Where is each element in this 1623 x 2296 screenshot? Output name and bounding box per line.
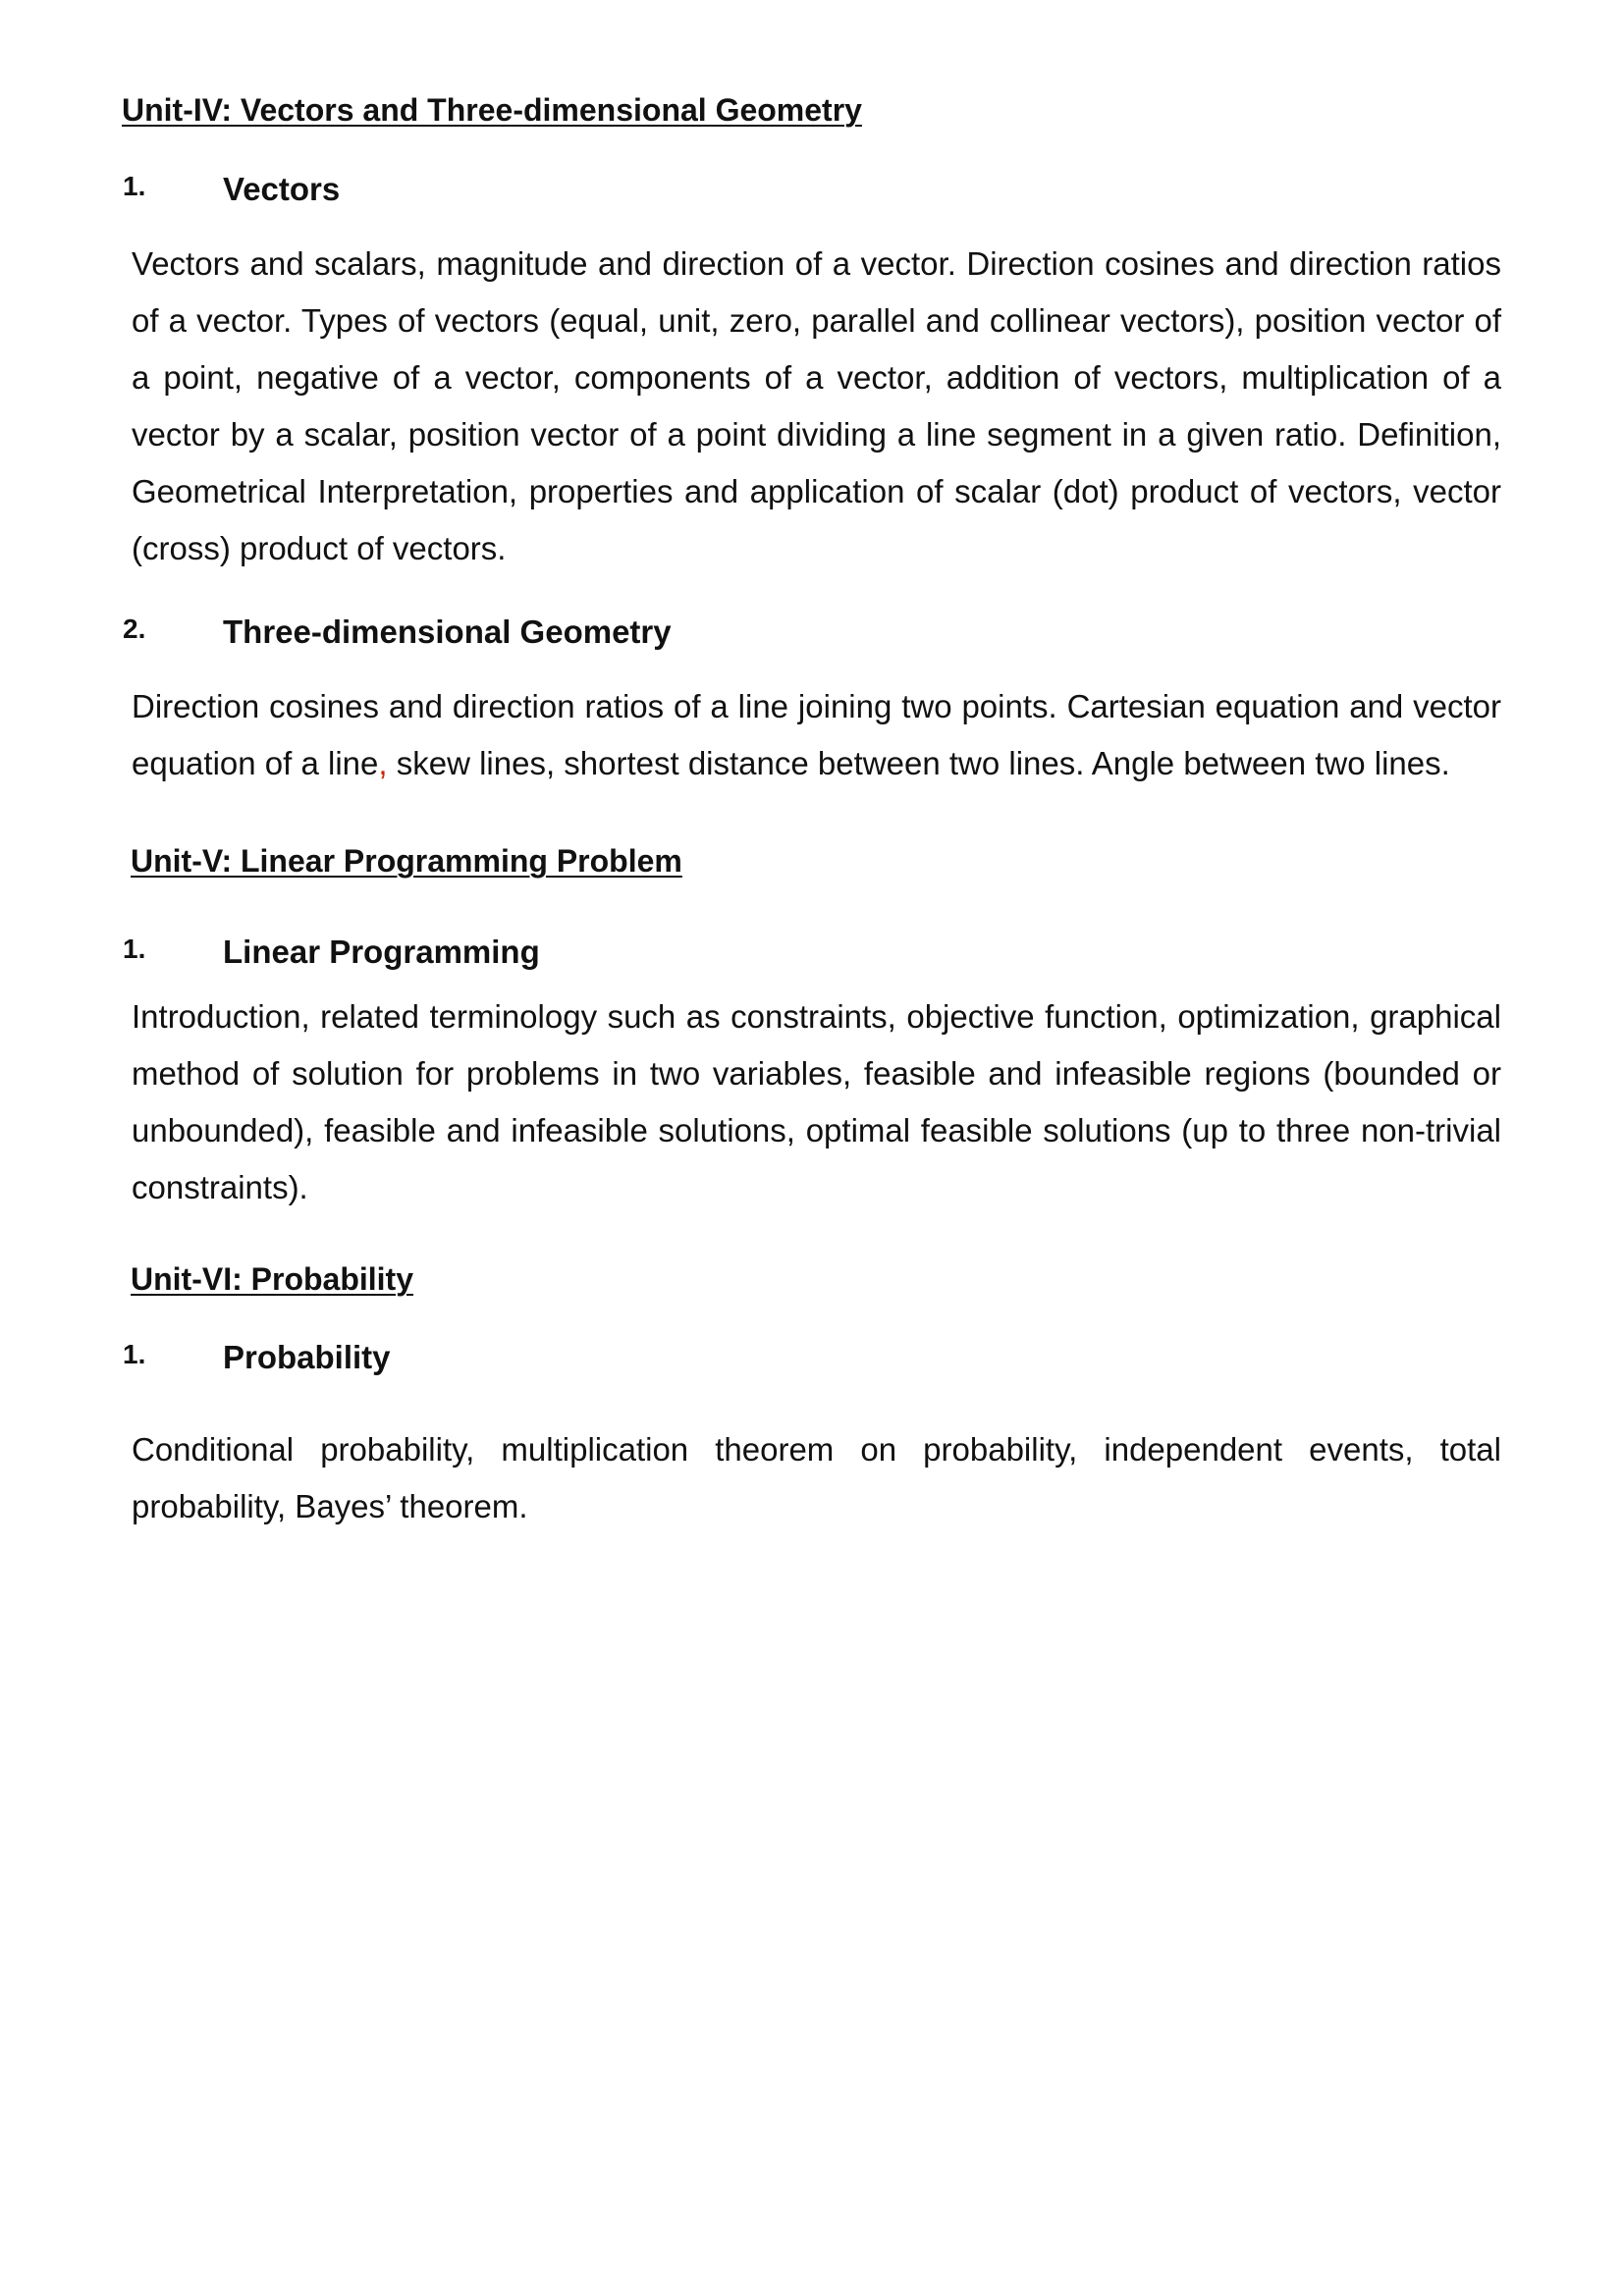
text-part: skew lines, shortest distance between two lines. Angle between two lines.	[387, 745, 1450, 781]
topic-title: Vectors	[223, 171, 341, 207]
text-part: Direction cosines and direction ratios of a line joining two points. Cartesian equation and vector equation of a line	[132, 688, 1501, 781]
topic-3d-geometry-text	[132, 678, 1501, 792]
unit-v-heading: Unit-V: Linear Programming Problem	[131, 843, 682, 879]
topic-linear-programming-text: Introduction, related terminology such as constraints, objective function, optimization, graphical method of solution for problems in two variables, feasible and infeasible regions (bounded or unbounded), feasible and infeasible solutions, optimal feasible solutions (up to three non-trivial constraints).	[132, 998, 1501, 1205]
unit-iv-heading: Unit-IV: Vectors and Three-dimensional Geometry	[122, 92, 862, 128]
topic-number: 1.	[123, 934, 146, 964]
highlighted-comma: ,	[378, 745, 388, 781]
topic-vectors-text: Vectors and scalars, magnitude and direction of a vector. Direction cosines and direction ratios of a vector. Types of vectors (equal, unit, zero, parallel and collinear vectors), position vector of a point, negative of a vector, components of a vector, addition of vectors, multiplication of a vector by a scalar, position vector of a point dividing a line segment in a given ratio. Definition, Geometrical Interpretation, properties and application of scalar (dot) product of vectors, vector (cross) product of vectors.	[132, 245, 1501, 566]
topic-title: Probability	[223, 1339, 391, 1375]
topic-probability-text: Conditional probability, multiplication theorem on probability, independent events, total probability, Bayes’ theorem.	[132, 1431, 1501, 1524]
topic-number: 1.	[123, 171, 146, 201]
topic-number: 2.	[123, 614, 146, 644]
topic-number: 1.	[123, 1339, 146, 1369]
unit-vi-heading: Unit-VI: Probability	[131, 1261, 413, 1297]
topic-title: Three-dimensional Geometry	[223, 614, 672, 650]
topic-title: Linear Programming	[223, 934, 540, 970]
